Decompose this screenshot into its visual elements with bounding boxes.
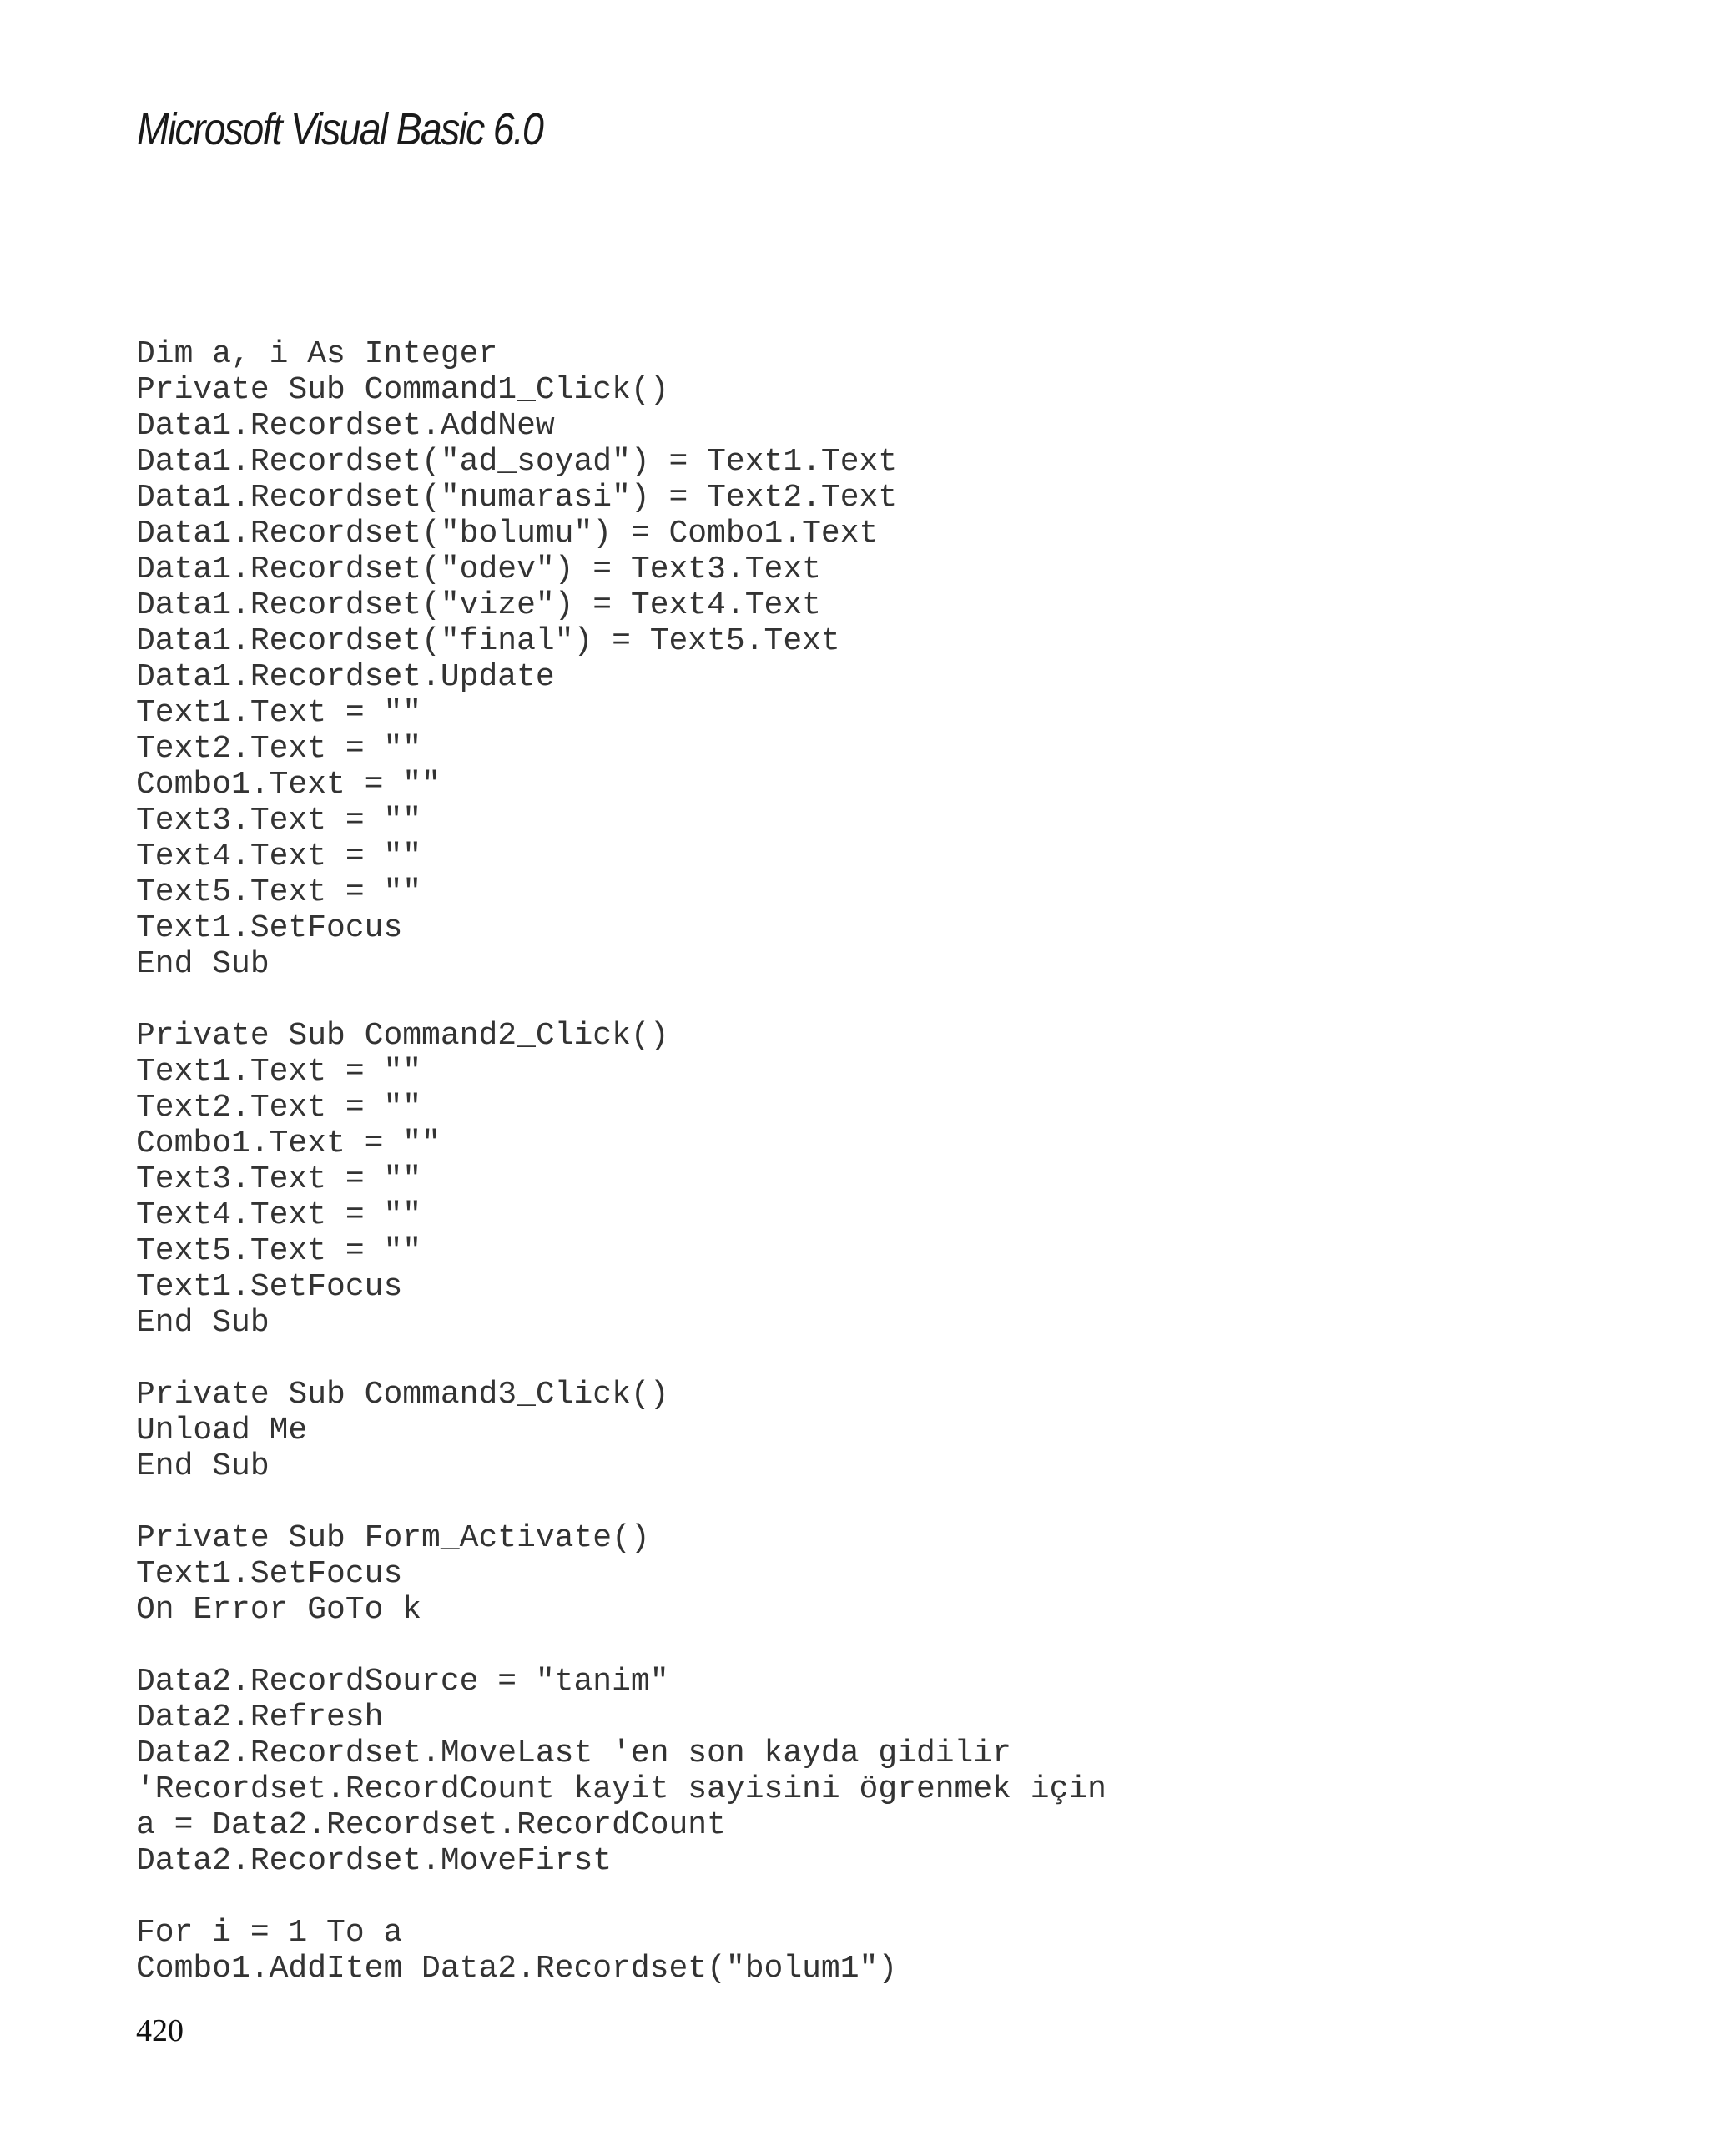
code-line: Text4.Text = "": [136, 839, 422, 874]
code-line-blank: [136, 1628, 1107, 1664]
code-line: Data1.Recordset("bolumu") = Combo1.Text: [136, 516, 879, 552]
running-header-title: Microsoft Visual Basic 6.0: [137, 104, 543, 154]
code-line: End Sub: [136, 1305, 270, 1341]
code-line: Unload Me: [136, 1413, 308, 1448]
code-line: Data2.RecordSource = "tanim": [136, 1664, 669, 1700]
code-line: Text1.Text = "": [136, 1054, 422, 1090]
code-line: a = Data2.Recordset.RecordCount: [136, 1807, 726, 1843]
code-line: For i = 1 To a: [136, 1915, 403, 1951]
code-line: Data1.Recordset.AddNew: [136, 408, 555, 444]
code-line-blank: [136, 982, 1107, 1018]
code-line: Text3.Text = "": [136, 1161, 422, 1197]
code-line: On Error GoTo k: [136, 1592, 422, 1628]
code-line: Text5.Text = "": [136, 1233, 422, 1269]
code-line: Data1.Recordset("final") = Text5.Text: [136, 623, 840, 659]
code-line: Text2.Text = "": [136, 731, 422, 767]
code-line: Text1.SetFocus: [136, 910, 403, 946]
code-line: End Sub: [136, 1448, 270, 1484]
code-line: Text1.Text = "": [136, 695, 422, 731]
code-line: Data1.Recordset.Update: [136, 659, 555, 695]
code-line: Combo1.Text = "": [136, 1126, 441, 1161]
code-line: Data1.Recordset("numarasi") = Text2.Text: [136, 480, 898, 516]
code-line: Text2.Text = "": [136, 1090, 422, 1126]
code-line: Combo1.Text = "": [136, 767, 441, 803]
code-line: Private Sub Command2_Click(): [136, 1018, 669, 1054]
code-line-blank: [136, 1879, 1107, 1915]
code-line: Private Sub Command3_Click(): [136, 1377, 669, 1413]
code-line: End Sub: [136, 946, 270, 982]
code-line: Data2.Refresh: [136, 1700, 384, 1735]
code-line: Private Sub Command1_Click(): [136, 372, 669, 408]
code-line-blank: [136, 1341, 1107, 1377]
code-line-blank: [136, 1484, 1107, 1520]
code-comment-line: 'Recordset.RecordCount kayit sayisini ögrenmek için: [136, 1771, 1107, 1807]
page-number: 420: [136, 2013, 184, 2048]
code-line: Data2.Recordset.MoveLast 'en son kayda gidilir: [136, 1735, 1011, 1771]
code-line: Text3.Text = "": [136, 803, 422, 839]
code-line: Text4.Text = "": [136, 1197, 422, 1233]
code-line: Text1.SetFocus: [136, 1556, 403, 1592]
code-line: Data2.Recordset.MoveFirst: [136, 1843, 613, 1879]
code-line: Private Sub Form_Activate(): [136, 1520, 650, 1556]
code-line: Combo1.AddItem Data2.Recordset("bolum1"): [136, 1951, 898, 1987]
code-listing: [136, 336, 1107, 1987]
code-line: Data1.Recordset("ad_soyad") = Text1.Text: [136, 444, 898, 480]
code-line: Dim a, i As Integer: [136, 336, 498, 372]
code-line: Text1.SetFocus: [136, 1269, 403, 1305]
code-line: Text5.Text = "": [136, 874, 422, 910]
code-line: Data1.Recordset("vize") = Text4.Text: [136, 587, 821, 623]
code-line: Data1.Recordset("odev") = Text3.Text: [136, 552, 821, 587]
